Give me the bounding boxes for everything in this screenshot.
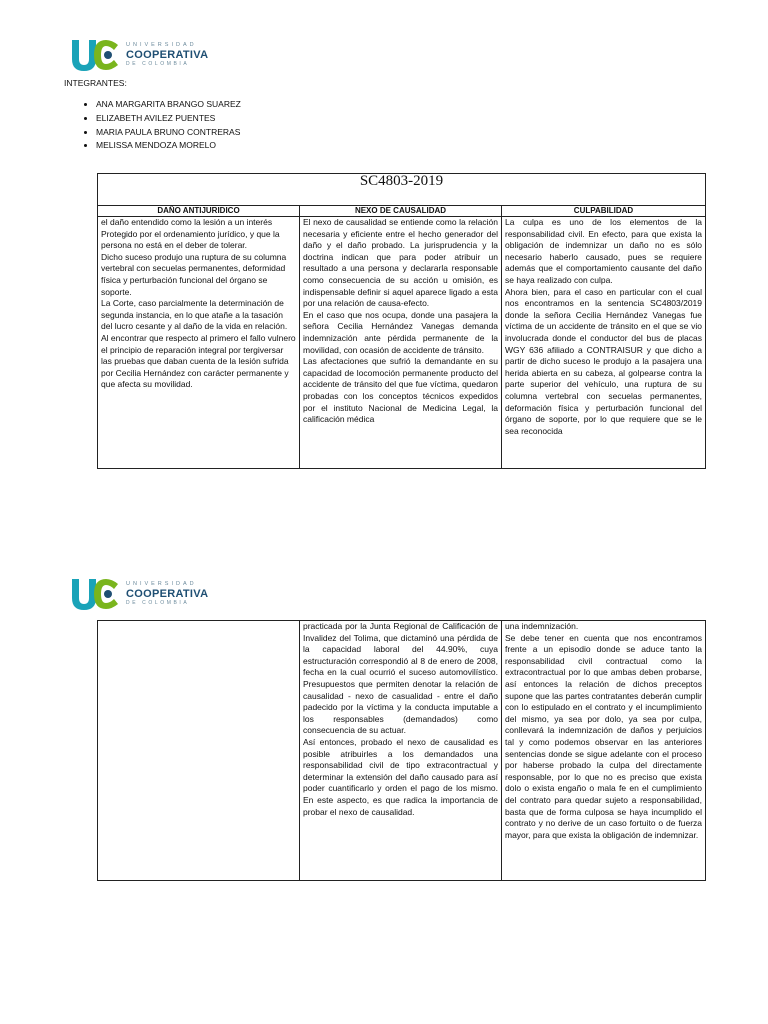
- table-title: SC4803-2019: [98, 174, 706, 206]
- cell-nexo-causalidad: [300, 217, 502, 469]
- university-logo: [70, 37, 208, 73]
- university-logo-icon: [70, 576, 122, 612]
- paragraph: Dicho suceso produjo una ruptura de su columna vertebral con secuelas permanentes, deformidad física y perturbación funcional del órgano se soporte.: [101, 251, 287, 297]
- logo-line-3: DE COLOMBIA: [126, 599, 190, 606]
- cell-culpabilidad-continued: [502, 621, 706, 881]
- paragraph: Así entonces, probado el nexo de causalidad es posible atribuirles a los demandados una responsabilidad civil de tipo extracontractual y determinar la extensión del daño causado para así poder cuantificarlo y orden el pago de los mismo. En este aspecto, es que radica la importancia de probar el nexo de causalidad.: [303, 736, 498, 817]
- university-logo: [70, 576, 208, 612]
- cell-dano-antijuridico-continued: [98, 621, 300, 881]
- members-list: [80, 98, 241, 153]
- header-dano-antijuridico: DAÑO ANTIJURIDICO: [98, 206, 300, 217]
- header-culpabilidad: CULPABILIDAD: [502, 206, 706, 217]
- integrantes-label: INTEGRANTES:: [64, 78, 127, 88]
- header-nexo-causalidad: NEXO DE CAUSALIDAD: [300, 206, 502, 217]
- paragraph: En el caso que nos ocupa, donde una pasajera la señora Cecilia Hernández Vanegas demanda indemnización ante pérdida permanente de la movilidad, con ocasión de accidente de tránsito.: [303, 309, 498, 355]
- paragraph: Las afectaciones que sufrió la demandante en su capacidad de locomoción permanente producto del accidente de tránsito del que fue víctima, quedaron probadas con los conceptos técnicos expedidos por el instituto Nacional de Medicina Legal, la calificación médica: [303, 356, 498, 425]
- paragraph: una indemnización.: [505, 621, 579, 631]
- paragraph: El nexo de causalidad se entiende como la relación necesaria y eficiente entre el hecho generador del daño y el daño probado. La jurisprudencia y la doctrina indican que para poder atribuir un resultado a una persona y declararla responsable como consecuencia de su acción u omisión, es indispensable definir si aquel aparece ligado a esta por una relación de causa-efecto.: [303, 217, 498, 309]
- university-logo-icon: [70, 37, 122, 73]
- paragraph: Ahora bien, para el caso en particular con el cual nos encontramos en la sentencia SC4803/2019 donde la señora Cecilia Hernández Vanegas fue víctima de un accidente de tránsito en el que se vio involucrada donde el conductor del bus de placas WGY 636 afiliado a CONTRAISUR y que dicho a partir de dicho suceso le produjo a la pasajera una herida abierta en su cabeza, al golpearse contra la parte superior del vehículo, una ruptura de su columna vertebral con secuelas permanentes, deformación física y perturbación funcional del órgano de soporte, por lo que requiere que se le sea reconocida: [505, 286, 703, 436]
- analysis-table-page-1: [97, 173, 706, 469]
- member-item: • ELIZABETH AVILEZ PUENTES: [96, 112, 241, 126]
- analysis-table-page-2: [97, 620, 706, 881]
- member-item: • MELISSA MENDOZA MORELO: [96, 139, 241, 153]
- logo-line-1: UNIVERSIDAD: [126, 42, 197, 49]
- logo-line-2: COOPERATIVA: [126, 48, 209, 61]
- paragraph: Se debe tener en cuenta que nos encontramos frente a un episodio donde se aduce tanto la responsabilidad civil contractual como la extracontractual por lo que ambas deben probarse, así entonces la relación de dichos preceptos supone que las partes contratantes deberán cumplir con lo estipulado en el contrato y el incumplimiento del mismo, ya sea por dolo, ya sea por culpa, conllevará la indemnización de daños y perjuicios tal y como podemos observar en las anteriores sentencias donde se sigue adelante con el proceso por haberse probado la culpa del directamente responsable, por lo que no es preciso que exista dolo o exista engaño o mala fe en el cumplimiento del contrato para quedar sujeto a responsabilidad, basta que de forma culposa se haya incumplido el contrato y no derive de un caso fortuito o de fuerza mayor, para que exista la obligación de indemnizar.: [505, 632, 702, 840]
- paragraph: el daño entendido como la lesión a un interés Protegido por el ordenamiento jurídico, y que la persona no está en el deber de tolerar.: [101, 217, 280, 251]
- cell-culpabilidad: [502, 217, 706, 469]
- cell-dano-antijuridico: [98, 217, 300, 469]
- paragraph: La Corte, caso parcialmente la determinación de segunda instancia, en lo que atañe a la tasación del lucro cesante y al daño de la vida en relación. Al encontrar que respecto al primero el fallo vulnero el principio de reparación integral por tergiversar las pruebas que daban cuenta de la lesión sufrida por Cecilia Hernández con carácter permanente y que afecta su movilidad.: [101, 298, 296, 390]
- paragraph: La culpa es uno de los elementos de la responsabilidad civil. En efecto, para que exista la obligación de indemnizar un daño no es sólo necesario haberlo causado, pues se requiere además que el comportamiento causante del daño se haya realizado con culpa.: [505, 217, 703, 285]
- member-item: • ANA MARGARITA BRANGO SUAREZ: [96, 98, 241, 112]
- member-item: • MARIA PAULA BRUNO CONTRERAS: [96, 126, 241, 140]
- cell-nexo-causalidad-continued: [300, 621, 502, 881]
- logo-line-3: DE COLOMBIA: [126, 60, 190, 67]
- paragraph: practicada por la Junta Regional de Calificación de Invalidez del Tolima, que dictaminó una pérdida de la capacidad laboral del 44.90%, cuya estructuración correspondió al 8 de enero de 2008, fecha en la cual ocurrió el suceso automovilístico. Presupuestos que permiten denotar la relación de causalidad - nexo de casualidad - entre el daño padecido por la víctima y la conducta imputable a los responsables (demandados) como consecuencia de su actuar.: [303, 621, 498, 736]
- logo-line-2: COOPERATIVA: [126, 587, 209, 600]
- logo-line-1: UNIVERSIDAD: [126, 581, 197, 588]
